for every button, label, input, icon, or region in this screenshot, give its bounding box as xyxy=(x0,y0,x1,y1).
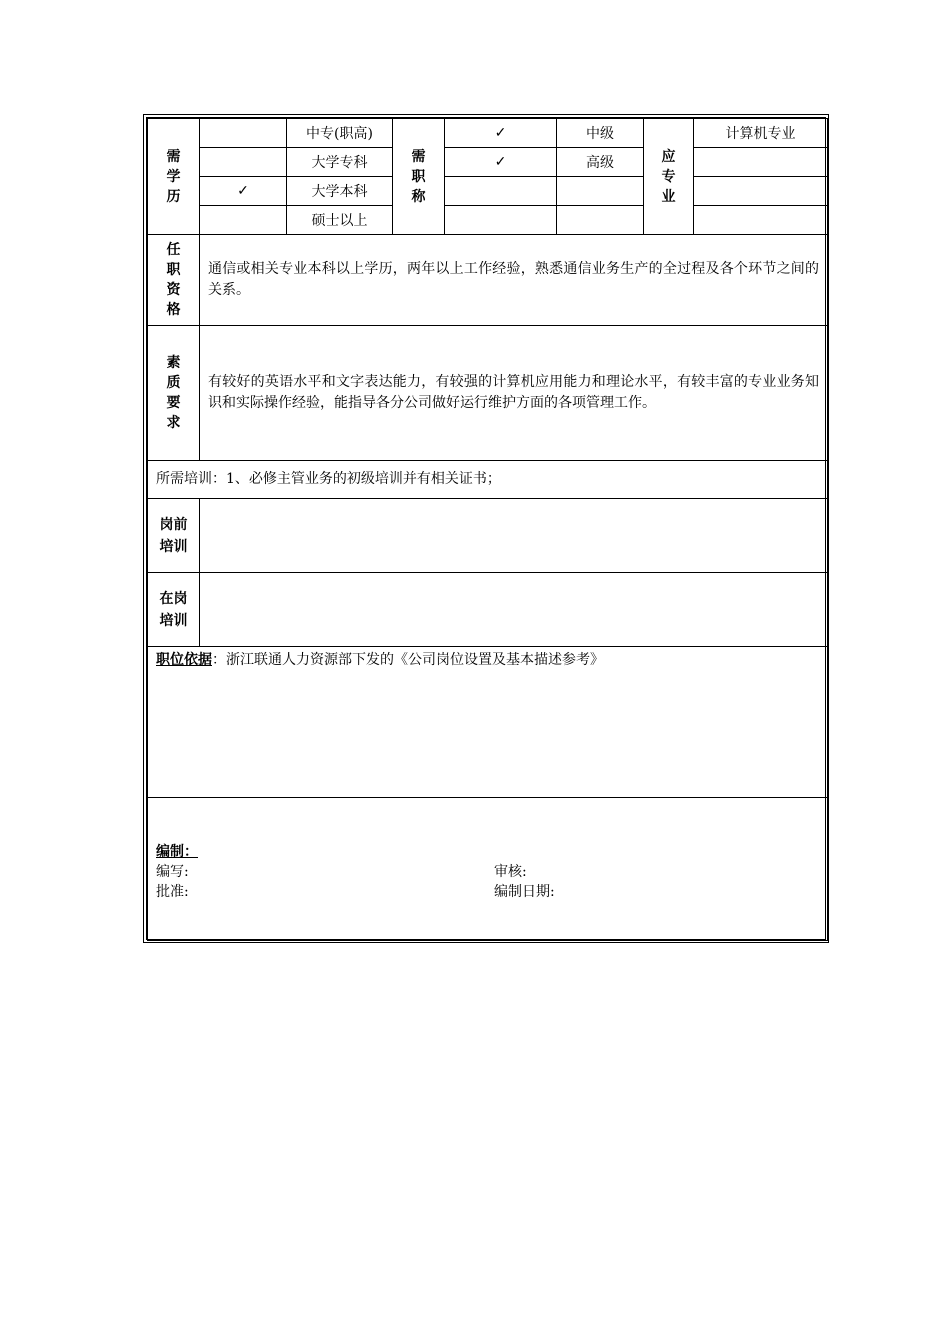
education-option: 大学专科 xyxy=(287,148,393,177)
writer-field: 编写: xyxy=(156,864,189,880)
sign-title: 编制： xyxy=(156,844,198,860)
title-check xyxy=(445,177,557,206)
title-option xyxy=(557,177,644,206)
requirement-row xyxy=(148,148,828,177)
education-check xyxy=(200,206,287,235)
title-check: ✓ xyxy=(445,148,557,177)
major-label: 应 专 业 xyxy=(644,119,694,235)
sign-row xyxy=(148,798,828,941)
title-label: 需 职 称 xyxy=(393,119,445,235)
requirement-row xyxy=(148,177,828,206)
sign-line-2 xyxy=(156,882,819,902)
on-job-training-content xyxy=(200,573,828,647)
on-job-training-row xyxy=(148,573,828,647)
education-option: 硕士以上 xyxy=(287,206,393,235)
requirement-row xyxy=(148,119,828,148)
on-job-training-label: 在岗 培训 xyxy=(148,573,200,647)
training-row xyxy=(148,461,828,499)
form-table xyxy=(147,118,828,941)
pre-job-training-label: 岗前 培训 xyxy=(148,499,200,573)
qualification-row xyxy=(148,235,828,326)
sign-line-1 xyxy=(156,862,819,882)
title-check xyxy=(445,206,557,235)
basis-label: 职位依据 xyxy=(156,652,212,668)
title-option xyxy=(557,206,644,235)
requirement-row xyxy=(148,206,828,235)
education-check xyxy=(200,119,287,148)
education-option: 大学本科 xyxy=(287,177,393,206)
major-option: 计算机专业 xyxy=(694,119,828,148)
qualification-label: 任 职 资 格 xyxy=(148,235,200,326)
job-description-form xyxy=(143,114,829,943)
basis-row xyxy=(148,647,828,798)
major-option xyxy=(694,177,828,206)
education-check: ✓ xyxy=(200,177,287,206)
qualification-text: 通信或相关专业本科以上学历，两年以上工作经验，熟悉通信业务生产的全过程及各个环节之间的关系。 xyxy=(200,235,828,326)
title-option: 中级 xyxy=(557,119,644,148)
education-option: 中专(职高) xyxy=(287,119,393,148)
pre-job-training-content xyxy=(200,499,828,573)
basis-cell xyxy=(148,647,828,798)
quality-row xyxy=(148,326,828,461)
title-check: ✓ xyxy=(445,119,557,148)
approver-field: 批准: xyxy=(156,884,189,900)
date-field: 编制日期: xyxy=(494,884,555,900)
title-option: 高级 xyxy=(557,148,644,177)
quality-text: 有较好的英语水平和文字表达能力，有较强的计算机应用能力和理论水平，有较丰富的专业业务知识和实际操作经验，能指导各分公司做好运行维护方面的各项管理工作。 xyxy=(200,326,828,461)
quality-label: 素 质 要 求 xyxy=(148,326,200,461)
sign-cell xyxy=(148,798,828,941)
training-text: 所需培训：1、必修主管业务的初级培训并有相关证书； xyxy=(148,461,828,499)
major-option xyxy=(694,148,828,177)
education-label: 需 学 历 xyxy=(148,119,200,235)
major-option xyxy=(694,206,828,235)
basis-text: ：浙江联通人力资源部下发的《公司岗位设置及基本描述参考》 xyxy=(212,652,604,668)
education-check xyxy=(200,148,287,177)
reviewer-field: 审核: xyxy=(494,864,527,880)
pre-job-training-row xyxy=(148,499,828,573)
